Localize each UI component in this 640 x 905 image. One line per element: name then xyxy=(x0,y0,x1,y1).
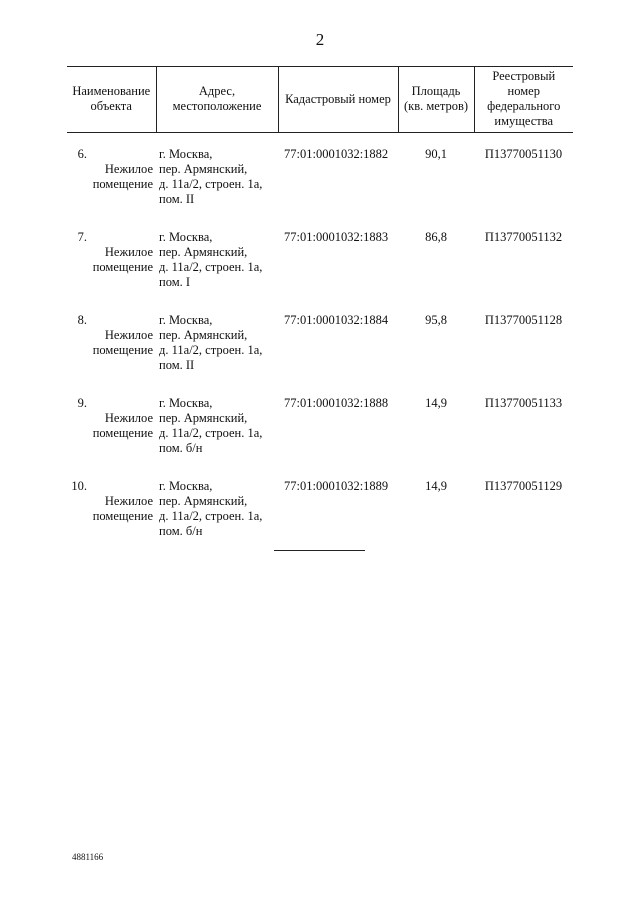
address-line: пер. Армянский, xyxy=(159,411,248,425)
address-line: пер. Армянский, xyxy=(159,162,248,176)
cell-name xyxy=(67,313,156,396)
cell-registry: П13770051133 xyxy=(484,396,563,410)
cell-cadastral: 77:01:0001032:1883 xyxy=(284,230,389,244)
cell-area: 95,8 xyxy=(425,313,447,327)
cell-cadastral: 77:01:0001032:1888 xyxy=(284,396,389,410)
cell-registry: П13770051128 xyxy=(484,313,563,327)
header-name: Наименование объекта xyxy=(72,84,151,113)
address-line: г. Москва, xyxy=(159,313,213,327)
table-row xyxy=(67,133,573,231)
address-line: пом. II xyxy=(159,192,195,206)
row-number: 7. xyxy=(77,230,87,244)
address-line: д. 11а/2, строен. 1а, xyxy=(159,343,263,357)
address-line: пер. Армянский, xyxy=(159,245,248,259)
header-registry: Реестровый номер федерального имущества xyxy=(474,67,573,133)
end-of-table-rule xyxy=(274,550,365,551)
cell-name xyxy=(67,396,156,479)
table-header xyxy=(67,67,573,133)
address-line: пер. Армянский, xyxy=(159,328,248,342)
address-line: пом. б/н xyxy=(159,441,203,455)
cell-cadastral: 77:01:0001032:1884 xyxy=(284,313,389,327)
address-line: пом. б/н xyxy=(159,524,203,538)
cell-registry: П13770051129 xyxy=(484,479,563,493)
row-number: 8. xyxy=(77,313,87,327)
address-line: д. 11а/2, строен. 1а, xyxy=(159,177,263,191)
cell-registry: П13770051132 xyxy=(484,230,563,244)
cell-address xyxy=(156,313,278,396)
cell-area: 90,1 xyxy=(425,147,447,161)
object-name: Нежилое помещение xyxy=(92,328,153,357)
table-body xyxy=(67,133,573,563)
cell-address xyxy=(156,479,278,562)
address-line: д. 11а/2, строен. 1а, xyxy=(159,509,263,523)
address-line: пер. Армянский, xyxy=(159,494,248,508)
header-cadastral: Кадастровый номер xyxy=(278,67,398,133)
cell-address xyxy=(156,230,278,313)
cell-address xyxy=(156,396,278,479)
header-address: Адрес, местоположение xyxy=(156,67,278,133)
table-row xyxy=(67,313,573,396)
address-line: д. 11а/2, строен. 1а, xyxy=(159,260,263,274)
property-table-container xyxy=(67,66,573,562)
address-line: д. 11а/2, строен. 1а, xyxy=(159,426,263,440)
row-number: 6. xyxy=(77,147,87,161)
cell-name xyxy=(67,133,156,231)
cell-area: 14,9 xyxy=(425,396,447,410)
object-name: Нежилое помещение xyxy=(92,245,153,274)
object-name: Нежилое помещение xyxy=(92,411,153,440)
header-row xyxy=(67,67,573,133)
table-row xyxy=(67,396,573,479)
object-name: Нежилое помещение xyxy=(92,162,153,191)
row-number: 10. xyxy=(71,479,87,493)
address-line: пом. II xyxy=(159,358,195,372)
address-line: г. Москва, xyxy=(159,396,213,410)
table-row xyxy=(67,230,573,313)
document-code: 4881166 xyxy=(72,852,104,862)
address-line: г. Москва, xyxy=(159,147,213,161)
cell-area: 86,8 xyxy=(425,230,447,244)
cell-cadastral: 77:01:0001032:1889 xyxy=(284,479,389,493)
address-line: г. Москва, xyxy=(159,230,213,244)
address-line: г. Москва, xyxy=(159,479,213,493)
row-number: 9. xyxy=(77,396,87,410)
cell-registry: П13770051130 xyxy=(484,147,563,161)
cell-area: 14,9 xyxy=(425,479,447,493)
object-name: Нежилое помещение xyxy=(92,494,153,523)
property-table xyxy=(67,66,573,562)
page-number: 2 xyxy=(315,30,325,49)
cell-name xyxy=(67,479,156,562)
cell-name xyxy=(67,230,156,313)
cell-address xyxy=(156,133,278,231)
cell-cadastral: 77:01:0001032:1882 xyxy=(284,147,389,161)
header-area: Площадь (кв. метров) xyxy=(398,67,474,133)
address-line: пом. I xyxy=(159,275,191,289)
